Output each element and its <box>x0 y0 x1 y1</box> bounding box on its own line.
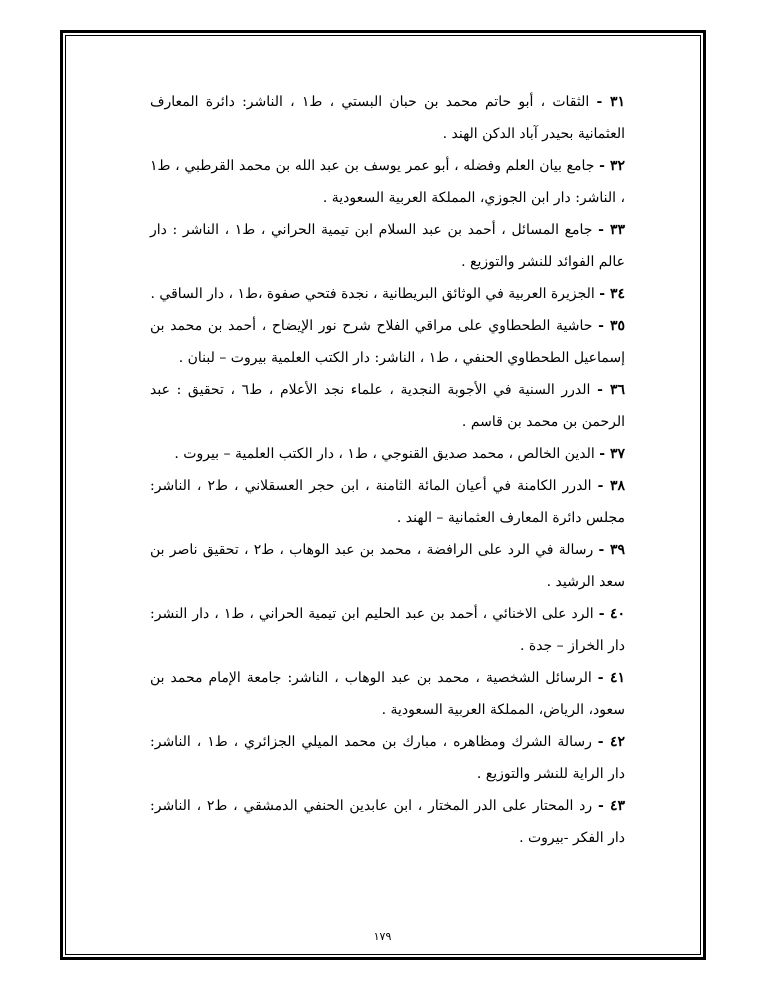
bibliography-entry-41 <box>150 662 625 726</box>
entry-number: ٣١ - <box>596 94 625 110</box>
entry-text: الرد على الاخنائي ، أحمد بن عبد الحليم ابن تيمية الحراني ، ط١ ، دار النشر: دار الخراز – جدة . <box>150 606 625 654</box>
entry-number: ٤٢ - <box>597 734 626 750</box>
entry-text: رسالة الشرك ومظاهره ، مبارك بن محمد الميلي الجزائري ، ط١ ، الناشر: دار الراية للنشر والتوزيع . <box>150 734 625 782</box>
entry-text: الثقات ، أبو حاتم محمد بن حبان البستي ، ط١ ، الناشر: دائرة المعارف العثمانية بحيدر آباد الدكن الهند . <box>150 94 625 142</box>
bibliography-entry-40 <box>150 598 625 662</box>
entry-number: ٣٤ - <box>599 286 625 302</box>
entry-text: الدرر الكامنة في أعيان المائة الثامنة ، ابن حجر العسقلاني ، ط٢ ، الناشر: مجلس دائرة المعارف العثمانية – الهند . <box>150 478 625 526</box>
bibliography-entry-43 <box>150 790 625 854</box>
bibliography-entry-42 <box>150 726 625 790</box>
entry-number: ٤٠ - <box>598 606 625 622</box>
entry-text: رد المحتار على الدر المختار ، ابن عابدين الحنفي الدمشقي ، ط٢ ، الناشر: دار الفكر -بيروت . <box>150 798 625 846</box>
bibliography-entry-38 <box>150 470 625 534</box>
bibliography-entry-31 <box>150 86 625 150</box>
entry-text: جامع بيان العلم وفضله ، أبو عمر يوسف بن عبد الله بن محمد القرطبي ، ط١ ، الناشر: دار ابن الجوزي، المملكة العربية السعودية . <box>150 158 625 206</box>
entry-text: الجزيرة العربية في الوثائق البريطانية ، نجدة فتحي صفوة ،ط١ ، دار الساقي . <box>150 286 600 302</box>
bibliography-entry-32 <box>150 150 625 214</box>
entry-number: ٣٦ - <box>597 382 626 398</box>
entry-number: ٣٢ - <box>599 158 626 174</box>
bibliography-entry-33 <box>150 214 625 278</box>
entry-text: رسالة في الرد على الرافضة ، محمد بن عبد الوهاب ، ط٢ ، تحقيق ناصر بن سعد الرشيد . <box>150 542 625 590</box>
bibliography-entry-36 <box>150 374 625 438</box>
page-number: ١٧٩ <box>373 930 392 943</box>
bibliography-entry-37 <box>150 438 625 470</box>
bibliography-entry-35 <box>150 310 625 374</box>
entry-number: ٣٩ - <box>598 542 625 558</box>
entry-number: ٣٧ - <box>599 446 625 462</box>
entry-text: حاشية الطحطاوي على مراقي الفلاح شرح نور الإيضاح ، أحمد بن محمد بن إسماعيل الطحطاوي الحنفي ، ط١ ، الناشر: دار الكتب العلمية بيروت – لبنان . <box>150 318 625 366</box>
entry-text: الرسائل الشخصية ، محمد بن عبد الوهاب ، الناشر: جامعة الإمام محمد بن سعود، الرياض، المملكة العربية السعودية . <box>150 670 625 718</box>
entry-text: جامع المسائل ، أحمد بن عبد السلام ابن تيمية الحراني ، ط١ ، الناشر : دار عالم الفوائد للنشر والتوزيع . <box>150 222 625 270</box>
entry-number: ٤١ - <box>597 670 625 686</box>
entry-text: الدرر السنية في الأجوبة النجدية ، علماء نجد الأعلام ، ط٦ ، تحقيق : عبد الرحمن بن محمد بن قاسم . <box>150 382 625 430</box>
bibliography-entry-34 <box>150 278 625 310</box>
bibliography-entry-39 <box>150 534 625 598</box>
entry-text: الدين الخالص ، محمد صديق القنوجي ، ط١ ، دار الكتب العلمية – بيروت . <box>174 446 600 462</box>
entry-number: ٣٨ - <box>597 478 625 494</box>
entry-number: ٤٣ - <box>597 798 625 814</box>
entry-number: ٣٣ - <box>598 222 626 238</box>
entry-number: ٣٥ - <box>598 318 626 334</box>
bibliography-list <box>150 86 625 854</box>
